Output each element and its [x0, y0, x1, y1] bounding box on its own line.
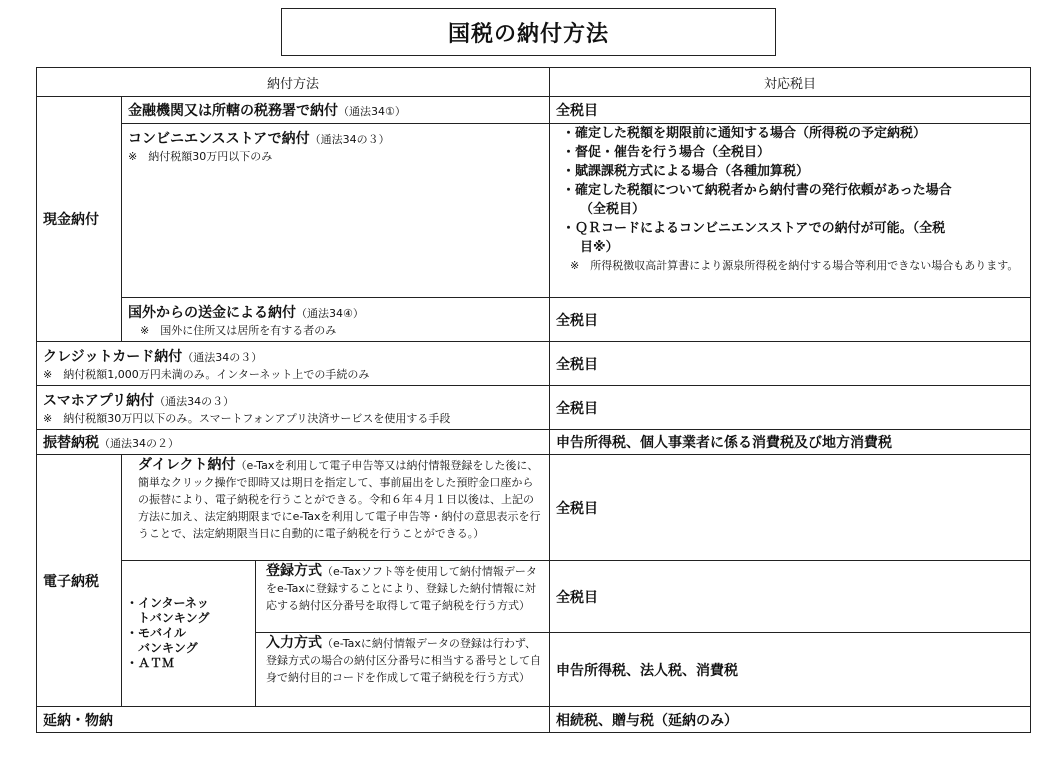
- overseas-note: ※ 国外に住所又は居所を有する者のみ: [140, 323, 337, 337]
- table-header-row: [37, 68, 1031, 97]
- table-row: [37, 707, 1031, 733]
- bank-method: [122, 97, 550, 124]
- transfer-method: [37, 430, 550, 455]
- table-row: [37, 124, 1031, 298]
- deferred-method: 延納・物納: [37, 707, 550, 733]
- table-row: [37, 455, 1031, 561]
- list-item: ・確定した税額を期限前に通知する場合（所得税の予定納税）: [562, 126, 927, 141]
- list-item: 目※）: [580, 240, 619, 255]
- channel-item: バンキング: [138, 641, 198, 655]
- input-tax: 申告所得税、法人税、消費税: [550, 633, 1031, 707]
- conv-tax: [550, 124, 1031, 298]
- conv-ref: （通法34の３）: [309, 133, 390, 146]
- credit-name: クレジットカード納付: [43, 348, 183, 365]
- credit-tax: 全税目: [550, 342, 1031, 386]
- channel-item: ・モバイル: [126, 626, 187, 640]
- header-tax: 対応税目: [550, 68, 1031, 97]
- transfer-tax: 申告所得税、個人事業者に係る消費税及び地方消費税: [550, 430, 1031, 455]
- conv-name: コンビニエンスストアで納付: [128, 131, 310, 147]
- smartphone-note: ※ 納付税額30万円以下のみ。スマートフォンアプリ決済サービスを使用する手段: [43, 411, 451, 425]
- direct-name: ダイレクト納付: [138, 457, 236, 473]
- transfer-ref: （通法34の２）: [99, 437, 179, 450]
- bank-name: 金融機関又は所轄の税務署で納付: [128, 103, 338, 119]
- smartphone-tax: 全税目: [550, 386, 1031, 430]
- channel-item: トバンキング: [138, 611, 210, 625]
- table-row: [37, 342, 1031, 386]
- channels-cell: [122, 561, 256, 707]
- table-row: [37, 97, 1031, 124]
- conv-note: ※ 納付税額30万円以下のみ: [128, 150, 273, 163]
- channel-item: ・インターネッ: [126, 596, 209, 610]
- overseas-tax: 全税目: [550, 298, 1031, 342]
- registration-method: [256, 561, 550, 633]
- table-row: [37, 430, 1031, 455]
- list-item: ・賦課課税方式による場合（各種加算税）: [562, 164, 810, 179]
- transfer-name: 振替納税: [43, 435, 99, 451]
- list-item: ・督促・催告を行う場合（全税目）: [562, 145, 771, 160]
- registration-name: 登録方式: [266, 563, 322, 579]
- credit-note: ※ 納付税額1,000万円未満のみ。インターネット上での手続のみ: [43, 367, 370, 381]
- direct-desc: （e-Taxを利用して電子申告等又は納付情報登録をした後に、簡単なクリック操作で即時又は期日を指定して、事前届出をした預貯金口座からの振替により、電子納税を行うことができる。令和６年４月１日以後は、上記の方法に加え、法定納期限までにe-Taxを利用して電子申告等・納付の意思表示を行うことで、法定納期限当日に自動的に電子納税を行うことができる。）: [138, 459, 541, 540]
- direct-tax: 全税目: [550, 455, 1031, 561]
- page-title: 国税の納付方法: [281, 8, 776, 56]
- credit-ref: （通法34の３）: [182, 350, 263, 364]
- overseas-name: 国外からの送金による納付: [128, 304, 296, 321]
- table-row: [37, 386, 1031, 430]
- credit-method: [37, 342, 550, 386]
- channel-item: ・ＡＴＭ: [126, 656, 175, 670]
- registration-tax: 全税目: [550, 561, 1031, 633]
- bank-ref: （通法34①）: [338, 105, 406, 118]
- header-method: 納付方法: [37, 68, 550, 97]
- list-item: （全税目）: [580, 202, 646, 217]
- bank-tax: 全税目: [550, 97, 1031, 124]
- list-item: ・確定した税額について納税者から納付書の発行依頼があった場合: [562, 183, 952, 198]
- conv-method: [122, 124, 550, 298]
- deferred-tax: 相続税、贈与税（延納のみ）: [550, 707, 1031, 733]
- conv-tax-note: ※ 所得税徴収高計算書により源泉所得税を納付する場合等利用できない場合もあります。: [570, 259, 1019, 272]
- payment-methods-table: [36, 67, 1031, 733]
- direct-method: [122, 455, 550, 561]
- input-desc: （e-Taxに納付情報データの登録は行わず、登録方式の場合の納付区分番号に相当する番号として自身で納付目的コードを作成して電子納税を行う方式）: [266, 637, 541, 684]
- smartphone-ref: （通法34の３）: [154, 394, 235, 408]
- smartphone-name: スマホアプリ納付: [43, 392, 155, 409]
- conv-tax-list: [556, 124, 1024, 257]
- input-method: [256, 633, 550, 707]
- registration-desc: （e-Taxソフト等を使用して納付情報データをe-Taxに登録することにより、登録した納付情報に対応する納付区分番号を取得して電子納税を行う方式）: [266, 565, 537, 612]
- table-row: [37, 298, 1031, 342]
- overseas-ref: （通法34④）: [296, 306, 364, 320]
- overseas-method: [122, 298, 550, 342]
- list-item: ・ＱＲコードによるコンビニエンスストアでの納付が可能。（全税: [562, 221, 946, 236]
- smartphone-method: [37, 386, 550, 430]
- cash-label: 現金納付: [37, 97, 122, 342]
- electronic-label: 電子納税: [37, 455, 122, 707]
- input-name: 入力方式: [266, 635, 322, 651]
- table-row: [37, 561, 1031, 633]
